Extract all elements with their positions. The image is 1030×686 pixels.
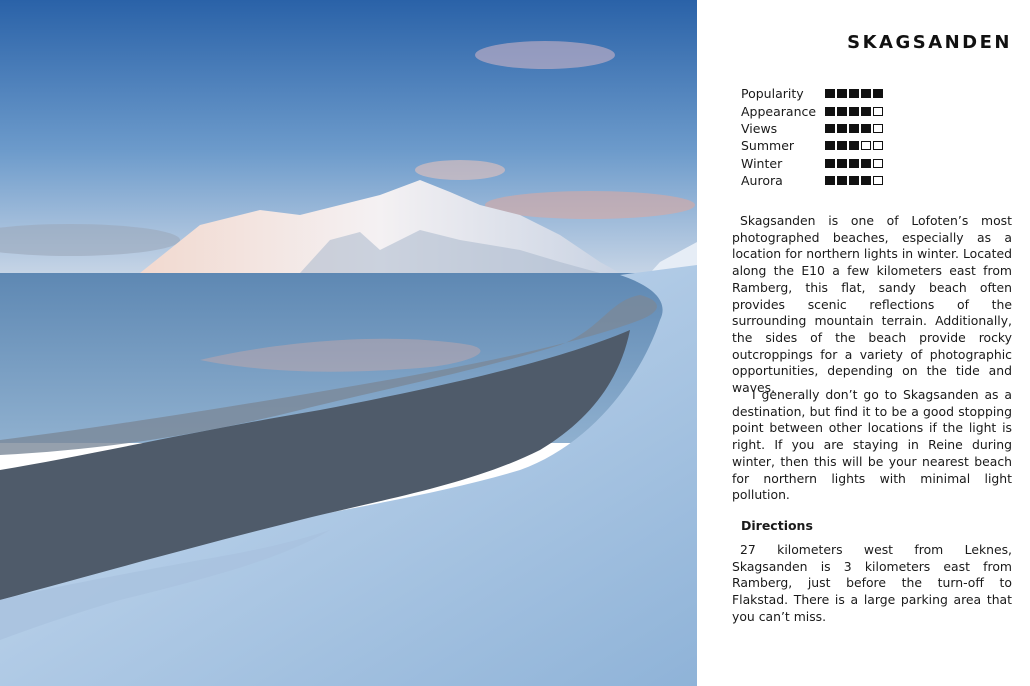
directions-text: 27 kilometers west from Leknes, Skagsanden is 3 kilometers east from Ramberg, just before the turn-off to Flakstad. There is a large parking area that you can’t miss. bbox=[732, 542, 1012, 624]
rating-square-filled bbox=[825, 141, 835, 150]
rating-square-filled bbox=[837, 124, 847, 133]
rating-row-views bbox=[741, 120, 921, 137]
rating-row-winter bbox=[741, 155, 921, 172]
rating-label: Summer bbox=[741, 138, 795, 154]
rating-square-filled bbox=[849, 124, 859, 133]
rating-square-filled bbox=[849, 176, 859, 185]
rating-square-filled bbox=[837, 89, 847, 98]
directions-heading: Directions bbox=[741, 518, 813, 533]
rating-row-popularity bbox=[741, 85, 921, 102]
rating-square-filled bbox=[849, 159, 859, 168]
rating-square-empty bbox=[873, 141, 883, 150]
rating-square-filled bbox=[849, 107, 859, 116]
rating-squares bbox=[825, 176, 883, 185]
rating-square-filled bbox=[849, 141, 859, 150]
rating-square-empty bbox=[873, 176, 883, 185]
rating-square-filled bbox=[849, 89, 859, 98]
rating-squares bbox=[825, 89, 883, 98]
rating-square-filled bbox=[873, 89, 883, 98]
rating-squares bbox=[825, 107, 883, 116]
rating-square-filled bbox=[825, 176, 835, 185]
rating-square-filled bbox=[861, 159, 871, 168]
page-title: SKAGSANDEN bbox=[847, 32, 1012, 53]
rating-square-filled bbox=[861, 107, 871, 116]
text-panel bbox=[697, 0, 1030, 686]
cloud bbox=[415, 160, 505, 180]
rating-label: Views bbox=[741, 120, 778, 136]
rating-row-aurora bbox=[741, 172, 921, 189]
rating-square-filled bbox=[837, 141, 847, 150]
rating-square-empty bbox=[861, 141, 871, 150]
rating-square-filled bbox=[825, 89, 835, 98]
rating-square-filled bbox=[861, 89, 871, 98]
rating-square-filled bbox=[837, 159, 847, 168]
rating-row-summer bbox=[741, 137, 921, 154]
rating-label: Winter bbox=[741, 155, 783, 171]
rating-square-filled bbox=[825, 159, 835, 168]
rating-square-filled bbox=[837, 176, 847, 185]
rating-square-filled bbox=[837, 107, 847, 116]
rating-row-appearance bbox=[741, 102, 921, 119]
rating-label: Popularity bbox=[741, 86, 804, 102]
rating-square-empty bbox=[873, 107, 883, 116]
rating-squares bbox=[825, 159, 883, 168]
rating-square-filled bbox=[861, 124, 871, 133]
rating-square-filled bbox=[825, 124, 835, 133]
description-paragraph: I generally don’t go to Skagsanden as a destination, but find it to be a good stopping point between other locations if the light is right. If you are staying in Reine during winter, then this will be your nearest beach for northern lights with minimal light pollution. bbox=[732, 387, 1012, 503]
description-paragraph: Skagsanden is one of Lofoten’s most photographed beaches, especially as a location for northern lights in winter. Located along the E10 a few kilometers east from Ramberg, this flat, sandy beach often provides scenic reflections of the surrounding mountain terrain. Additionally, the sides of the beach provide rocky outcroppings for a variety of photographic opportunities, depending on the tide and waves. bbox=[732, 213, 1012, 396]
rating-square-empty bbox=[873, 124, 883, 133]
rating-square-filled bbox=[825, 107, 835, 116]
rating-squares bbox=[825, 124, 883, 133]
rating-square-filled bbox=[861, 176, 871, 185]
rating-label: Aurora bbox=[741, 173, 783, 189]
rating-squares bbox=[825, 141, 883, 150]
cloud bbox=[475, 41, 615, 69]
rating-label: Appearance bbox=[741, 103, 817, 119]
ratings-table bbox=[741, 85, 921, 189]
rating-square-empty bbox=[873, 159, 883, 168]
